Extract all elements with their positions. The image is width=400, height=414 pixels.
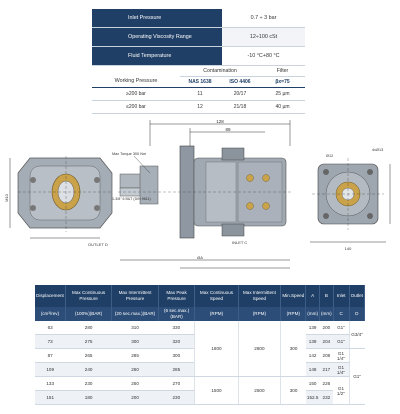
unit-cell: (cm³/rev) [35,307,65,321]
speed-min-group1: 300 [281,321,306,377]
wp-row [92,101,305,114]
unit-cell: (RPM) [195,307,238,321]
cell: 240 [65,363,112,377]
wp-row [92,88,305,101]
spec-label: Fluid Temperature [92,47,222,65]
speed-inter-group1: 2800 [238,321,281,377]
col-a: A [306,285,320,307]
cell: G1 1/4" [333,363,349,377]
cell: G1 1/2" [333,377,349,405]
spec-value: -10 °C+80 °C [222,47,305,65]
cell: 208 [320,349,334,363]
col-max-cont-speed: Max Continuous Speed [195,285,238,307]
unit-cell: (6 sec.max.)(BAR) [158,307,195,321]
spec-row-temperature [92,47,305,66]
cell: 232 [320,391,334,405]
dim-right-width: 140 [344,246,352,251]
unit-cell: D [349,307,364,321]
cell: 73 [35,335,65,349]
cell: 230 [158,391,195,405]
speed-cont-group2: 1500 [195,377,238,405]
cell: 260 [112,363,158,377]
outlet-label: OUTLET D [88,242,108,247]
cell: 150 [306,377,320,391]
cell: 285 [112,349,158,363]
unit-cell: (mm) [320,307,334,321]
cell: 250 [112,377,158,391]
cell: 200 [320,321,334,335]
wp-iso: 20/17 [233,91,247,97]
unit-cell: (20 sec.max.)(BAR) [112,307,158,321]
cell: 87 [35,349,65,363]
dim-top-label: 128 [216,119,224,124]
col-max-inter-speed: Max Intermittent Speed [238,285,281,307]
nas-header: NAS 1638 [188,79,212,85]
pump-technical-drawing [0,118,400,282]
pump-front-view [18,156,112,232]
unit-cell: (RPM) [238,307,281,321]
table-row [35,321,365,335]
cell: 265 [65,349,112,363]
col-max-cont-pressure: Max Continuous Pressure [65,285,112,307]
cell: 226 [320,377,334,391]
cell: 230 [65,377,112,391]
performance-table [35,285,365,405]
cell: 63 [35,321,65,335]
bolt-label: 4xØ13 [372,148,384,152]
inlet-label: INLET C [232,240,248,245]
dim-right-hole: Ø12 [326,154,334,158]
cell: 139 [306,335,320,349]
cell: 152.5 [306,391,320,405]
dim-top-sub-label: 89 [225,127,231,132]
spec-table [92,9,305,66]
cell: 270 [158,377,195,391]
contamination-header: Contamination [180,67,260,77]
col-outlet: Outlet [349,285,364,307]
wp-nas: 11 [197,91,203,97]
wp-filter: 40 µm [275,104,290,110]
col-displacement: Displacement [35,285,65,307]
filter-header: Filter [260,67,305,77]
spline-label: 1-3/8" 6 B&T (DIN 9611) [112,197,151,201]
beta-header: βx=75 [275,79,290,85]
cell: G1" [333,335,349,349]
cell: 133 [35,377,65,391]
cell: 217 [320,363,334,377]
wp-nas: 12 [197,104,203,110]
pump-side-view [118,146,292,238]
iso-header: ISO 4406 [229,79,251,85]
dim-bottom-a: ØA [197,255,203,260]
spec-label: Operating Viscosity Range [92,28,222,46]
unit-cell: (RPM) [281,307,306,321]
cell: 142 [306,349,320,363]
spec-row-inlet [92,9,305,28]
cell: 148 [306,363,320,377]
speed-cont-group1: 1800 [195,321,238,377]
wp-iso: 21/18 [233,104,247,110]
col-max-inter-pressure: Max Intermittent Pressure [112,285,158,307]
wp-col-label: Working Pressure [114,78,158,84]
col-max-peak-pressure: Max Peak Pressure [158,285,195,307]
unit-cell: (100%)(BAR) [65,307,112,321]
wp-pressure: ≥200 bar [126,91,146,97]
cell: 139 [306,321,320,335]
spec-value: 12÷100 cSt [222,28,305,46]
working-pressure-table [92,67,305,114]
col-b: B [320,285,334,307]
speed-min-group2: 300 [281,377,306,405]
cell: 330 [158,321,195,335]
dim-left-height: M10 [4,194,9,202]
cell: 300 [158,349,195,363]
wp-filter: 25 µm [275,91,290,97]
cell: 280 [65,321,112,335]
cell: 200 [112,391,158,405]
cell: 275 [65,335,112,349]
spec-row-viscosity [92,28,305,47]
outlet-group2: G1" [349,349,364,405]
unit-cell: C [333,307,349,321]
outlet-group1: G3/4" [349,321,364,349]
unit-cell: (mm) [306,307,320,321]
cell: 320 [158,335,195,349]
spec-value: 0.7 ÷ 3 bar [222,9,305,27]
cell: G1 1/4" [333,349,349,363]
pump-end-view [312,158,384,230]
col-min-speed: Min.Speed [281,285,306,307]
cell: 310 [112,321,158,335]
cell: 204 [320,335,334,349]
cell: 109 [35,363,65,377]
wp-pressure: ≤200 bar [126,104,146,110]
cell: 300 [112,335,158,349]
cell: 285 [158,363,195,377]
col-inlet: Inlet [333,285,349,307]
speed-inter-group2: 2500 [238,377,281,405]
spec-label: Inlet Pressure [92,9,222,27]
max-torque-label: Max Torque 300 Nm [112,152,147,156]
cell: 180 [65,391,112,405]
table-row [35,377,365,391]
cell: 151 [35,391,65,405]
cell: G1" [333,321,349,335]
